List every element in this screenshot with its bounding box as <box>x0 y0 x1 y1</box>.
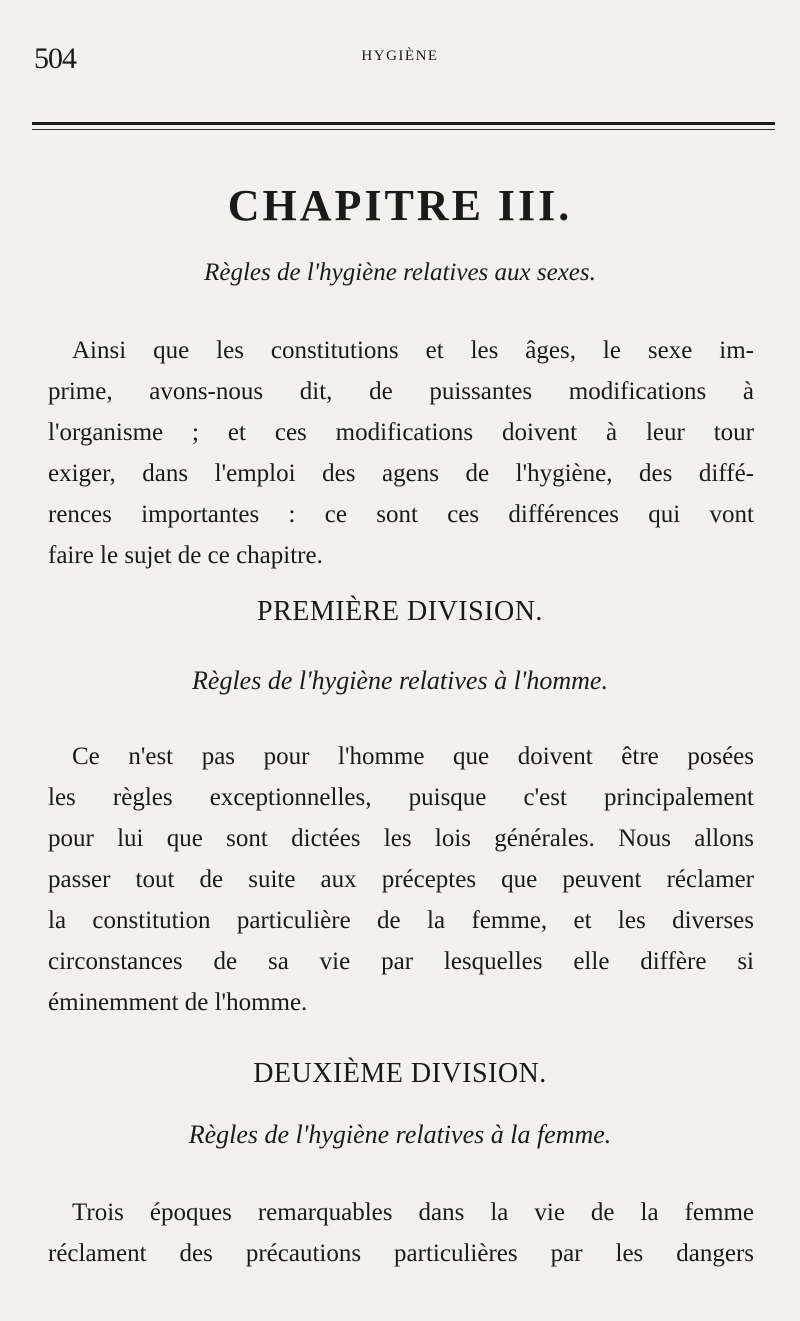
paragraph-line: passer tout de suite aux préceptes que peuvent réclamer <box>48 866 754 893</box>
chapter-subtitle: Règles de l'hygiène relatives aux sexes. <box>204 259 596 286</box>
paragraph-line: Ainsi que les constitutions et les âges, le sexe im- <box>72 337 754 364</box>
division-one-paragraph <box>48 736 754 1023</box>
header-rule-thick <box>32 122 775 125</box>
division-one-title: PREMIÈRE DIVISION. <box>257 596 543 627</box>
paragraph-line: la constitution particulière de la femme, et les diverses <box>48 907 754 934</box>
paragraph-line: exiger, dans l'emploi des agens de l'hygiène, des diffé- <box>48 460 754 487</box>
paragraph-line: pour lui que sont dictées les lois générales. Nous allons <box>48 825 754 852</box>
running-head: HYGIÈNE <box>361 48 439 64</box>
division-two-subtitle: Règles de l'hygiène relatives à la femme. <box>188 1120 612 1149</box>
paragraph-line: prime, avons-nous dit, de puissantes modifications à <box>48 378 754 405</box>
intro-paragraph <box>48 330 754 576</box>
chapter-title: CHAPITRE III. <box>227 181 573 230</box>
paragraph-line: circonstances de sa vie par lesquelles elle diffère si <box>48 948 754 975</box>
paragraph-line: faire le sujet de ce chapitre. <box>48 542 323 569</box>
paragraph-line: réclament des précautions particulières par les dangers <box>48 1240 754 1267</box>
division-one-subtitle: Règles de l'hygiène relatives à l'homme. <box>192 666 608 695</box>
header-rule-thin <box>32 129 775 130</box>
division-two-paragraph <box>48 1192 754 1274</box>
paragraph-line: l'organisme ; et ces modifications doivent à leur tour <box>48 419 754 446</box>
page-number: 504 <box>34 42 76 75</box>
paragraph-line: les règles exceptionnelles, puisque c'est principalement <box>48 784 754 811</box>
paragraph-line: Ce n'est pas pour l'homme que doivent être posées <box>72 743 754 770</box>
paragraph-line: Trois époques remarquables dans la vie de la femme <box>72 1199 754 1226</box>
division-two-title: DEUXIÈME DIVISION. <box>253 1058 547 1089</box>
paragraph-line: rences importantes : ce sont ces différences qui vont <box>48 501 754 528</box>
paragraph-line: éminemment de l'homme. <box>48 989 308 1016</box>
